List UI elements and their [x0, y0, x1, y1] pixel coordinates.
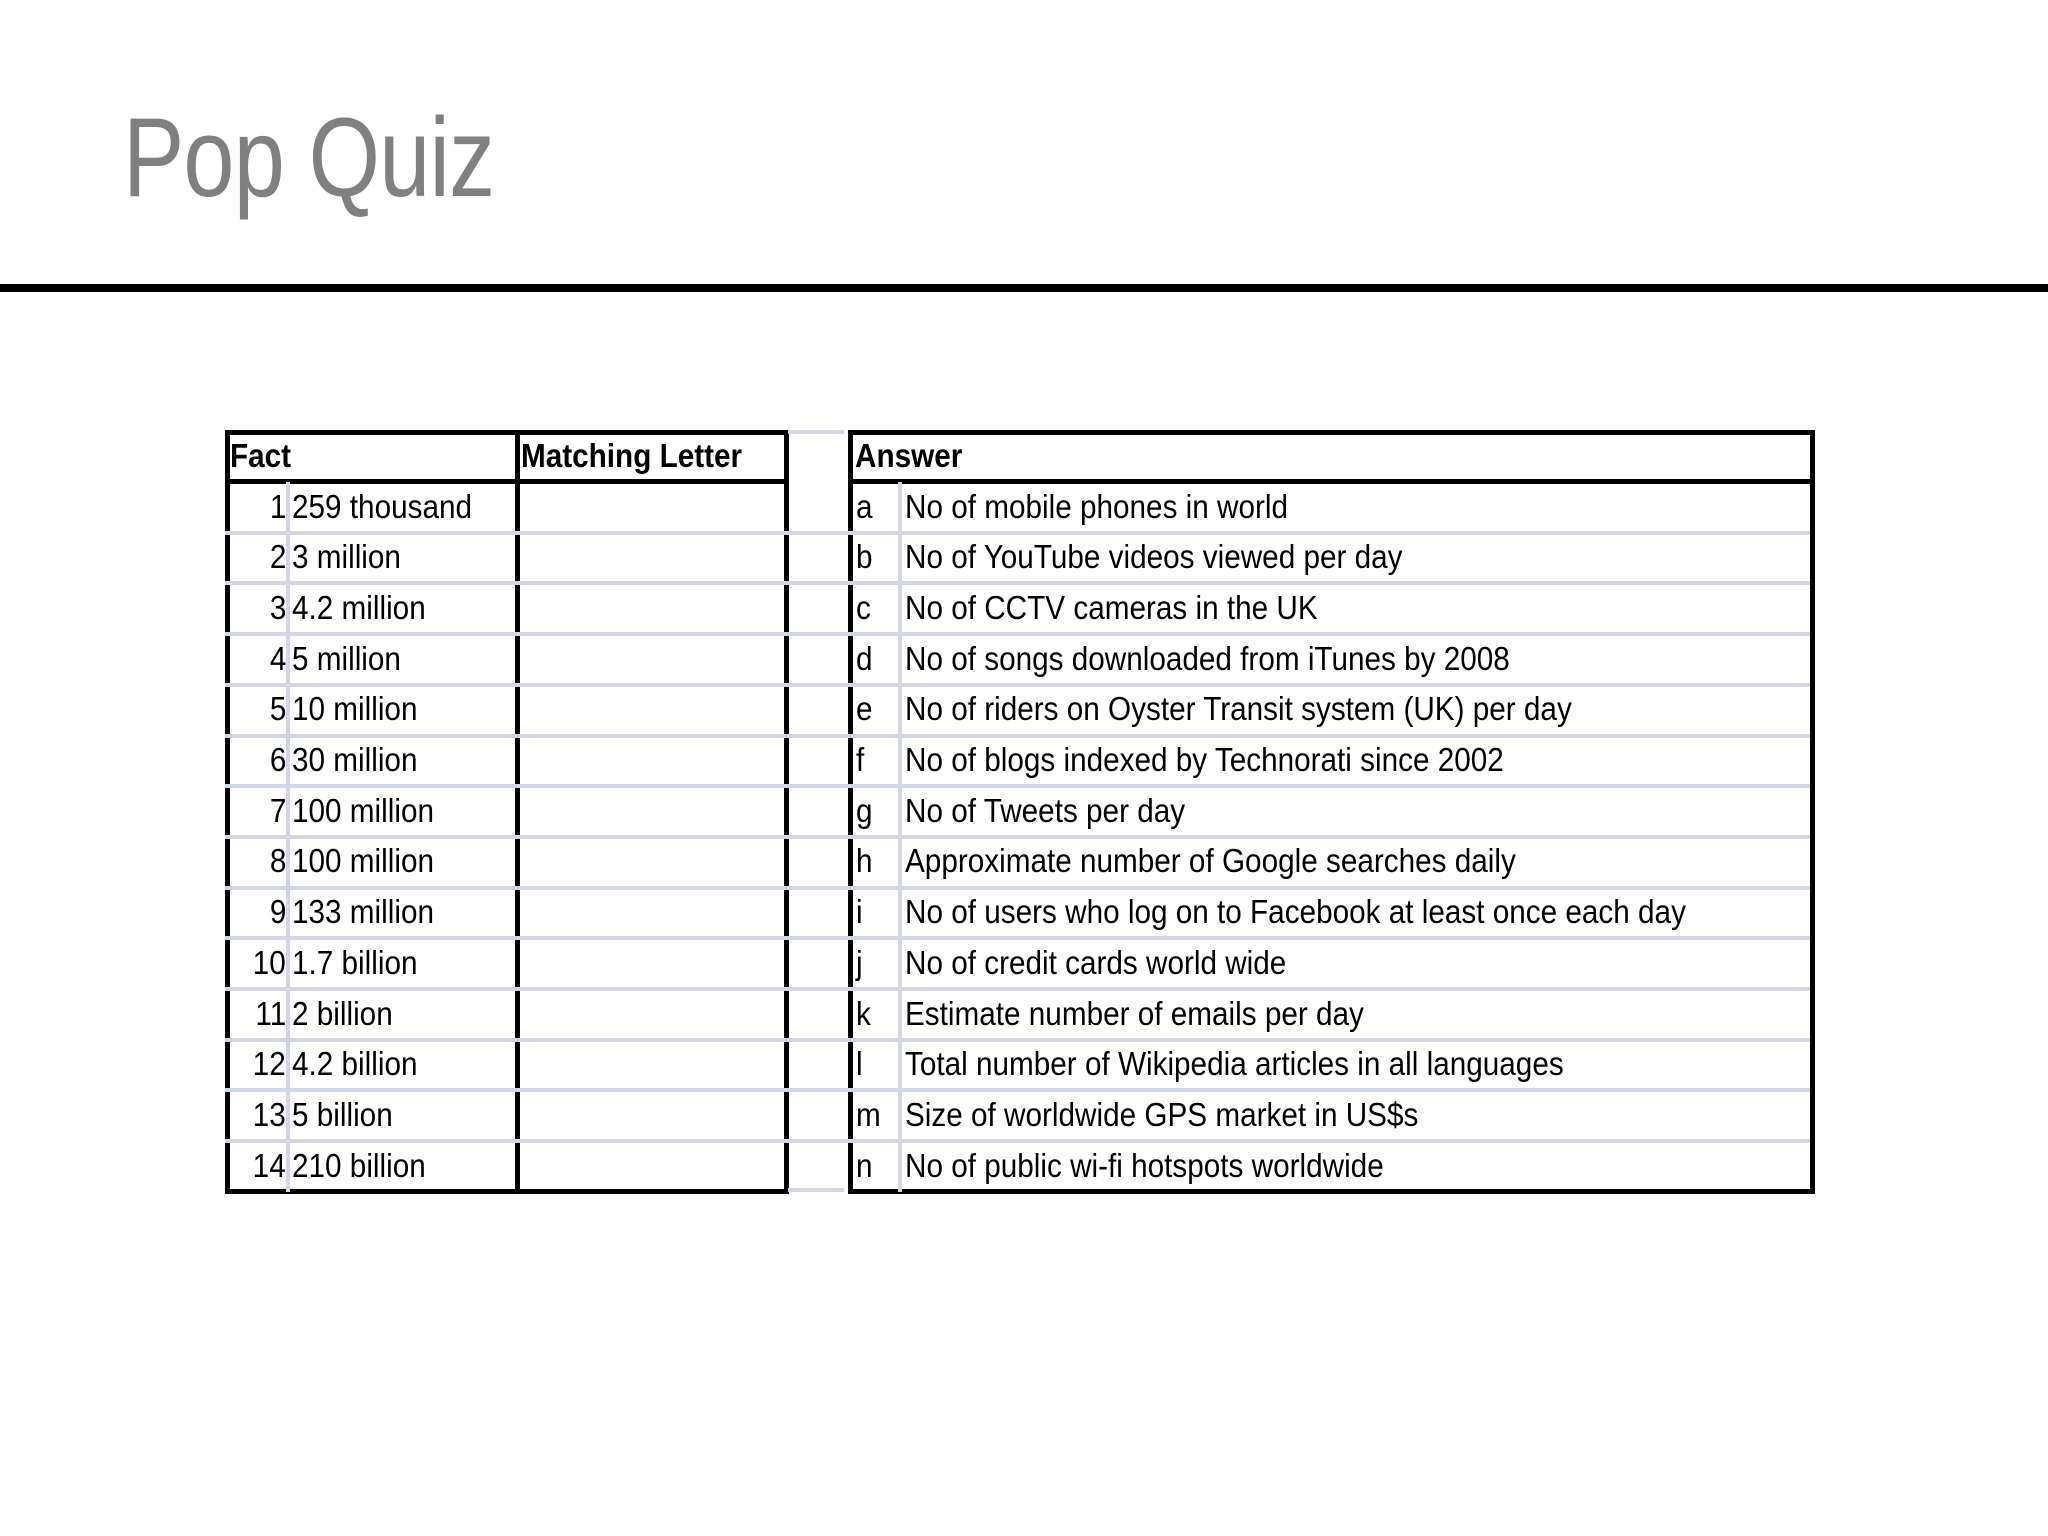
matching-letter-cell[interactable] [520, 583, 784, 632]
answer-table-border [848, 430, 1815, 435]
matching-letter-cell[interactable] [520, 1141, 784, 1190]
answer-text: No of YouTube videos viewed per day [905, 538, 1403, 576]
fact-value: 1.7 billion [292, 943, 418, 981]
answer-table-border [1810, 430, 1815, 1194]
matching-letter-cell[interactable] [520, 786, 784, 835]
matching-letter-cell[interactable] [520, 1040, 784, 1089]
column-gridline [788, 430, 844, 434]
answer-letter: g [856, 791, 873, 829]
matching-letter-cell[interactable] [520, 938, 784, 987]
fact-value: 259 thousand [292, 487, 473, 525]
fact-number: 10 [252, 943, 286, 981]
answer-text: No of blogs indexed by Technorati since 2002 [905, 741, 1504, 778]
fact-value: 210 billion [292, 1146, 426, 1184]
answer-text: No of CCTV cameras in the UK [905, 588, 1318, 626]
matching-letter-cell[interactable] [520, 685, 784, 734]
answer-text: No of songs downloaded from iTunes by 2008 [905, 639, 1510, 677]
fact-value: 30 million [292, 741, 418, 778]
answer-letter: j [856, 943, 863, 981]
matching-letter-header: Matching Letter [521, 436, 743, 474]
matching-letter-cell[interactable] [520, 482, 784, 531]
answer-letter: a [856, 487, 873, 525]
answer-text: No of mobile phones in world [905, 487, 1289, 525]
fact-number: 11 [255, 994, 286, 1032]
fact-value: 10 million [292, 690, 418, 728]
fact-number: 8 [269, 842, 286, 880]
fact-number: 7 [269, 791, 286, 829]
fact-number: 4 [269, 639, 286, 677]
fact-number: 2 [269, 538, 286, 576]
answer-text: No of riders on Oyster Transit system (UK) per day [905, 690, 1572, 728]
matching-letter-cell[interactable] [520, 1090, 784, 1139]
answer-text: Estimate number of emails per day [905, 994, 1364, 1032]
answer-letter: k [856, 994, 871, 1032]
answer-letter: d [856, 639, 873, 677]
column-gridline [788, 1188, 844, 1192]
fact-value: 133 million [292, 893, 434, 931]
answer-letter: c [856, 588, 871, 626]
answer-text: No of Tweets per day [905, 791, 1186, 829]
fact-number: 13 [252, 1095, 286, 1133]
answer-text: Total number of Wikipedia articles in all languages [905, 1045, 1564, 1083]
answer-letter: e [856, 690, 873, 728]
answer-text: Size of worldwide GPS market in US$s [905, 1095, 1419, 1133]
fact-table-border [225, 430, 230, 1194]
answer-letter: i [856, 893, 863, 931]
answer-text: No of credit cards world wide [905, 943, 1287, 981]
fact-value: 4.2 million [292, 588, 426, 626]
answer-table-border [848, 430, 853, 1194]
fact-number: 14 [252, 1146, 286, 1184]
answer-text: No of public wi-fi hotspots worldwide [905, 1146, 1384, 1184]
fact-header: Fact [230, 436, 292, 474]
fact-value: 100 million [292, 791, 434, 829]
fact-table-border [784, 430, 789, 1194]
answer-letter: f [856, 741, 865, 778]
fact-number: 3 [269, 588, 286, 626]
fact-value: 3 million [292, 538, 401, 576]
fact-number: 1 [269, 487, 286, 525]
answer-letter: n [856, 1146, 873, 1184]
fact-number: 12 [252, 1045, 286, 1083]
fact-value: 5 million [292, 639, 401, 677]
matching-letter-cell[interactable] [520, 634, 784, 683]
answer-header: Answer [855, 436, 963, 474]
answer-text: No of users who log on to Facebook at least once each day [905, 893, 1686, 931]
fact-number: 6 [269, 741, 286, 778]
fact-value: 4.2 billion [292, 1045, 418, 1083]
answer-letter: b [856, 538, 873, 576]
matching-letter-cell[interactable] [520, 837, 784, 886]
fact-number: 9 [269, 893, 286, 931]
answer-text: Approximate number of Google searches daily [905, 842, 1516, 880]
slide-title: Pop Quiz [123, 95, 495, 220]
matching-letter-cell[interactable] [520, 736, 784, 785]
fact-number: 5 [269, 690, 286, 728]
fact-value: 2 billion [292, 994, 393, 1032]
answer-letter: l [856, 1045, 863, 1083]
fact-value: 5 billion [292, 1095, 393, 1133]
matching-letter-cell[interactable] [520, 888, 784, 937]
fact-value: 100 million [292, 842, 434, 880]
answer-letter: h [856, 842, 873, 880]
matching-letter-cell[interactable] [520, 989, 784, 1038]
answer-letter: m [856, 1095, 881, 1133]
matching-letter-cell[interactable] [520, 533, 784, 582]
